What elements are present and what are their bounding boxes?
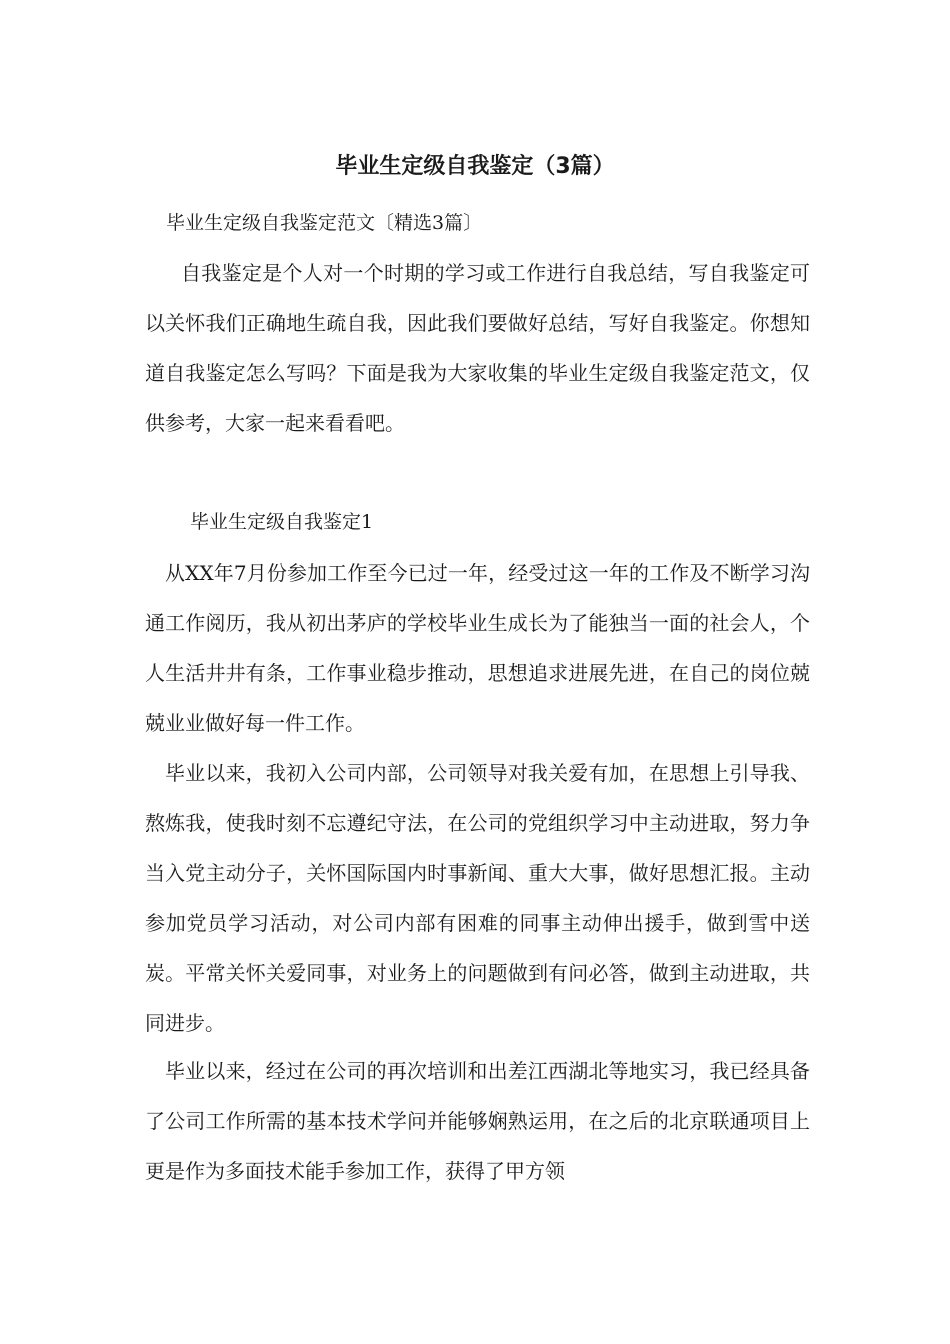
section-heading: 毕业生定级自我鉴定1 xyxy=(190,511,374,533)
intro-paragraph: 自我鉴定是个人对一个时期的学习或工作进行自我总结，写自我鉴定可以关怀我们正确地生疏自我，因此我们要做好总结，写好自我鉴定。你想知道自我鉴定怎么写吗？下面是我为大家收集的毕业生定级自我鉴定范文，仅供参考，大家一起来看看吧。 xyxy=(145,261,810,435)
body-paragraph-3: 毕业以来，经过在公司的再次培训和出差江西湖北等地实习，我已经具备了公司工作所需的基本技术学问并能够娴熟运用，在之后的北京联通项目上更是作为多面技术能手参加工作，获得了甲方领 xyxy=(145,1059,810,1183)
body-paragraph-1: 从XX年7月份参加工作至今已过一年，经受过这一年的工作及不断学习沟通工作阅历，我从初出茅庐的学校毕业生成长为了能独当一面的社会人，个人生活井井有条，工作事业稳步推动，思想追求进展先进，在自己的岗位兢兢业业做好每一件工作。 xyxy=(145,561,810,735)
document-subtitle: 毕业生定级自我鉴定范文〔精选3篇〕 xyxy=(166,212,483,234)
body-paragraph-2: 毕业以来，我初入公司内部，公司领导对我关爱有加，在思想上引导我、熬炼我，使我时刻不忘遵纪守法，在公司的党组织学习中主动进取，努力争当入党主动分子，关怀国际国内时事新闻、重大大事，做好思想汇报。主动参加党员学习活动，对公司内部有困难的同事主动伸出援手，做到雪中送炭。平常关怀关爱同事，对业务上的问题做到有问必答，做到主动进取，共同进步。 xyxy=(145,761,810,1035)
document-title: 毕业生定级自我鉴定（3篇） xyxy=(335,154,615,179)
